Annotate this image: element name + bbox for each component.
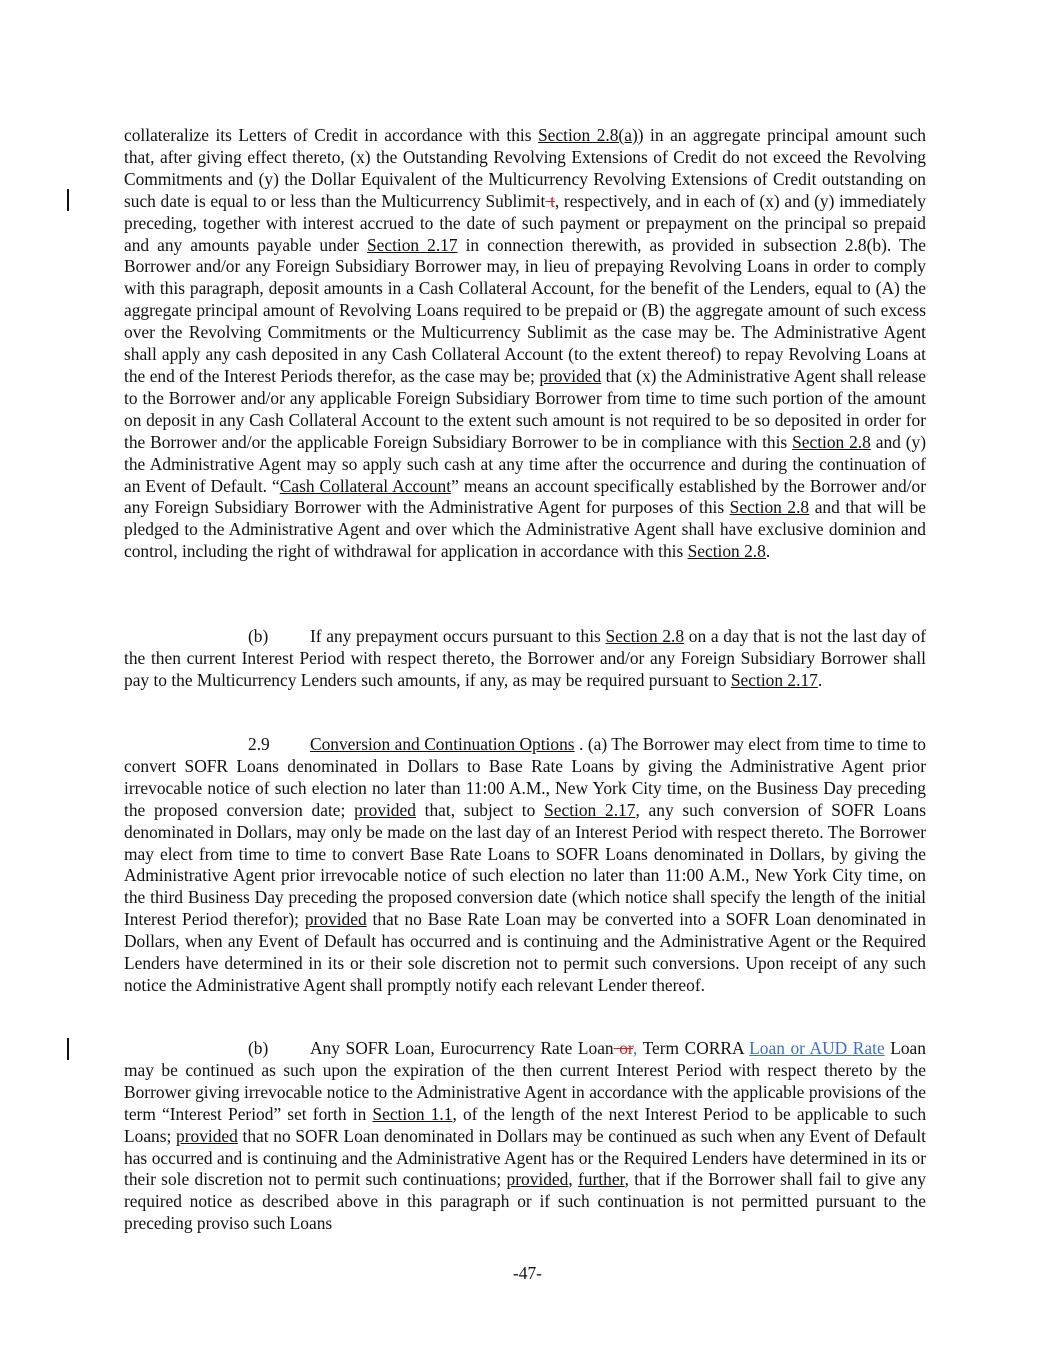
inserted-text: ,: [633, 1038, 638, 1058]
emphasis-provided: provided: [176, 1125, 238, 1146]
subsection-label: (b): [248, 626, 269, 646]
section-reference: Section 1.1: [372, 1103, 453, 1124]
section-reference: Section 2.8: [729, 497, 810, 518]
section-reference: Section 2.17: [366, 234, 458, 255]
emphasis-provided: provided: [304, 909, 367, 930]
emphasis-provided: provided: [354, 799, 416, 820]
defined-term: Cash Collateral Account: [279, 475, 452, 496]
paragraph-2-9-a: 2.9 Conversion and Continuation Options . (a) The Borrower may elect from time to time to convert SOFR Loans denominated in Dollars to Base Rate Loans by giving the Administrative Agent prior irrevocable notice of such election no later than 11:00 A.M., New York City time, on the Business Day preceding the proposed conversion date; provided that, subject to Section 2.17, any such conversion of SOFR Loans denominated in Dollars, may only be made on the last day of an Interest Period with respect thereto. The Borrower may elect from time to time to convert Base Rate Loans to SOFR Loans denominated in Dollars, by giving the Administrative Agent prior irrevocable notice of such election no later than 11:00 A.M., New York City time, on the third Business Day preceding the proposed conversion date (which notice shall specify the length of the initial Interest Period therefor); provided that no Base Rate Loan may be converted into a SOFR Loan denominated in Dollars, when any Event of Default has occurred and is continuing and the Administrative Agent or the Required Lenders have determined in its or their sole discretion not to permit such conversions. Upon receipt of any such notice the Administrative Agent shall promptly notify each relevant Lender thereof.: [124, 734, 927, 995]
change-bar: [67, 189, 69, 211]
section-reference: Section 2.8: [687, 541, 766, 562]
paragraph-2-9-b: (b) Any SOFR Loan, Eurocurrency Rate Loan or, Term CORRA Loan or AUD Rate Loan may be continued as such upon the expiration of the then current Interest Period with respect thereto by the Borrower giving irrevocable notice to the Administrative Agent in accordance with the applicable provisions of the term “Interest Period” set forth in Section 1.1, of the length of the next Interest Period to be applicable to such Loans; provided that no SOFR Loan denominated in Dollars may be continued as such when any Event of Default has occurred and is continuing and the Administrative Agent has or the Required Lenders have determined in its or their sole discretion not to permit such continuations; provided, further, that if the Borrower shall fail to give any required notice as described above in this paragraph or if such continuation is not permitted pursuant to the preceding proviso such Loans: [124, 1038, 927, 1234]
section-reference: Section 2.8: [792, 431, 871, 452]
inserted-text: Loan or AUD Rate: [749, 1038, 885, 1058]
page-number: -47-: [513, 1263, 542, 1283]
change-bar: [67, 1038, 69, 1060]
subsection-label: (b): [248, 1038, 269, 1058]
paragraph-prepayment-continuation: collateralize its Letters of Credit in accordance with this Section 2.8(a)) in an aggregate principal amount such that, after giving effect thereto, (x) the Outstanding Revolving Extensions of Credit do not exceed the Revolving Commitments and (y) the Dollar Equivalent of the Multicurrency Revolving Extensions of Credit outstanding on such date is equal to or less than the Multicurrency Sublimit t, respectively, and in each of (x) and (y) immediately preceding, together with interest accrued to the date of such payment or prepayment on the principal so prepaid and any amounts payable under Section 2.17 in connection therewith, as provided in subsection 2.8(b). The Borrower and/or any Foreign Subsidiary Borrower may, in lieu of prepaying Revolving Loans in order to comply with this paragraph, deposit amounts in a Cash Collateral Account, for the benefit of the Lenders, equal to (A) the aggregate principal amount of Revolving Loans required to be prepaid or (B) the aggregate amount of such excess over the Revolving Commitments or the Multicurrency Sublimit as the case may be. The Administrative Agent shall apply any cash deposited in any Cash Collateral Account (to the extent thereof) to repay Revolving Loans at the end of the Interest Periods therefor, as the case may be; provided that (x) the Administrative Agent shall release to the Borrower and/or any applicable Foreign Subsidiary Borrower from time to time such portion of the amount on deposit in any Cash Collateral Account to the extent such amount is not required to be so deposited in order for the Borrower and/or the applicable Foreign Subsidiary Borrower to be in compliance with this Section 2.8 and (y) the Administrative Agent may so apply such cash at any time after the occurrence and during the continuation of an Event of Default. “Cash Collateral Account” means an account specifically established by the Borrower and/or any Foreign Subsidiary Borrower with the Administrative Agent for purposes of this Section 2.8 and that will be pledged to the Administrative Agent and over which the Administrative Agent shall have exclusive dominion and control, including the right of withdrawal for application in accordance with this Section 2.8.: [124, 125, 927, 562]
paragraph-2-8-b: (b) If any prepayment occurs pursuant to this Section 2.8 on a day that is not the last day of the then current Interest Period with respect thereto, the Borrower and/or any Foreign Subsidiary Borrower shall pay to the Multicurrency Lenders such amounts, if any, as may be required pursuant to Section 2.17.: [124, 626, 926, 690]
emphasis-further: further: [578, 1169, 625, 1190]
section-reference: Section 2.8: [605, 626, 685, 646]
emphasis-provided: provided: [539, 365, 602, 386]
section-reference: Section 2.17: [730, 669, 818, 690]
deleted-text: t: [545, 190, 555, 211]
emphasis-provided: provided: [506, 1169, 569, 1190]
section-heading: Conversion and Continuation Options: [310, 734, 575, 754]
section-reference: Section 2.17: [544, 799, 636, 820]
deleted-text: or: [613, 1038, 633, 1058]
section-reference: Section 2.8(a): [538, 125, 638, 145]
section-number: 2.9: [248, 734, 270, 754]
